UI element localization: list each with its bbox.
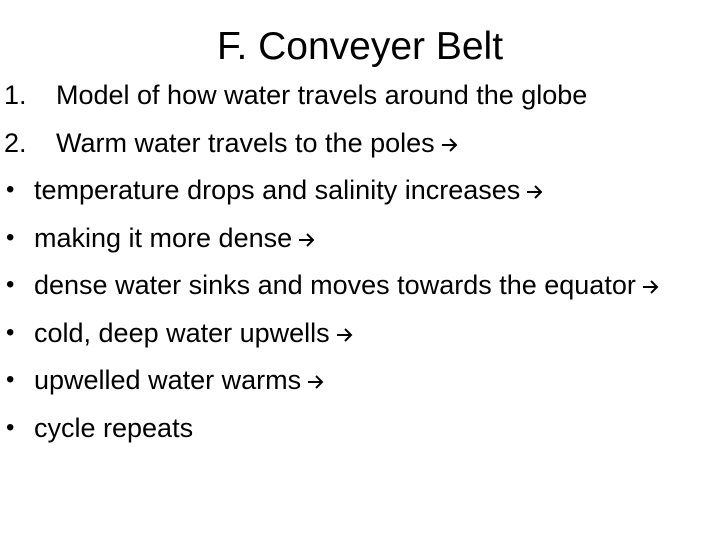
list-item: [4, 221, 714, 255]
bullet-marker: •: [6, 271, 15, 298]
slide-body-list: [4, 78, 714, 458]
list-number: 2.: [4, 127, 27, 158]
slide-title: F. Conveyer Belt: [216, 25, 504, 68]
list-item-text: making it more dense: [34, 222, 293, 253]
right-arrow-icon: [298, 232, 316, 248]
list-item-text: upwelled water warms: [34, 365, 302, 395]
list-item-text: dense water sinks and moves towards the equator: [34, 270, 636, 300]
right-arrow-icon: [336, 327, 354, 343]
right-arrow-icon: [642, 279, 660, 295]
list-item: [4, 78, 714, 112]
right-arrow-icon: [307, 374, 325, 390]
list-item-text: cold, deep water upwells: [34, 317, 330, 348]
bullet-marker: •: [6, 366, 15, 393]
list-item: [4, 411, 714, 445]
list-item-text: temperature drops and salinity increases: [34, 175, 521, 205]
list-item-text: cycle repeats: [34, 412, 194, 443]
list-item-text: Model of how water travels around the globe: [56, 80, 588, 110]
bullet-marker: •: [6, 413, 15, 441]
right-arrow-icon: [526, 184, 544, 200]
list-item: [4, 173, 714, 207]
list-item: [4, 363, 714, 397]
list-item: [4, 316, 714, 350]
bullet-marker: •: [6, 223, 15, 251]
bullet-marker: •: [6, 176, 15, 203]
list-item: [4, 126, 714, 160]
right-arrow-icon: [441, 137, 459, 153]
list-item: [4, 268, 714, 302]
list-item-text: Warm water travels to the poles: [56, 127, 435, 158]
list-number: 1.: [4, 80, 27, 110]
bullet-marker: •: [6, 318, 15, 346]
